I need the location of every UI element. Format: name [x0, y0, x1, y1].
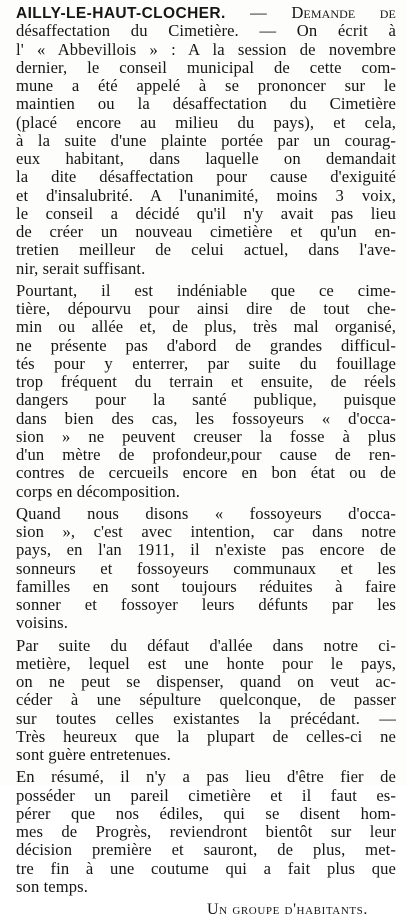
text-line: mune a été appelé à se prononcer sur le	[16, 77, 396, 95]
text-line: mes de Progrès, reviendront bientôt sur leur	[16, 823, 396, 841]
article-paragraph	[16, 637, 396, 765]
text-line: de créer un nouveau cimetière et qu'un en-	[16, 223, 396, 241]
text-line: Pourtant, il est indéniable que ce cime-	[16, 281, 396, 300]
article-paragraph	[16, 282, 396, 501]
text-line: metière, lequel est une honte pour le pays,	[16, 654, 396, 673]
text-line: sur toutes celles existantes la précédant. —	[16, 709, 396, 728]
text-line: tre fin à une coutume qui a fait plus que	[16, 859, 396, 878]
text-line: dangers pour la santé publique, puisque	[16, 391, 396, 410]
text-line: l' « Abbevillois » : A la session de novembre	[16, 40, 396, 59]
text-line: Très heureux que la plupart de celles-ci ne	[16, 727, 396, 746]
article-body	[16, 4, 396, 920]
text-line: décision première et sauront, de plus, met-	[16, 841, 396, 860]
article-title-subject: — Demande de	[225, 4, 396, 22]
text-line: (placé encore au milieu du pays), et cela,	[16, 113, 396, 132]
text-line: ne présente pas d'abord de grandes difficul-	[16, 336, 396, 355]
text-line: désaffectation du Cimetière. — On écrit à	[16, 22, 396, 41]
article-paragraph	[16, 22, 396, 278]
text-line: sion » ne peuvent creuser la fosse à plus	[16, 427, 396, 446]
text-line: son temps.	[16, 877, 88, 896]
article-title: AILLY-LE-HAUT-CLOCHER.	[16, 5, 226, 22]
text-line: à la suite d'une plainte portée par un courag-	[16, 131, 396, 150]
text-line: sonner et fossoyer leurs défunts par les	[16, 596, 396, 614]
text-line: voisins.	[16, 614, 68, 633]
text-line: pays, en l'an 1911, il n'existe pas encore de	[16, 541, 396, 560]
text-line: corps en décomposition.	[16, 482, 181, 501]
text-line: tretien meilleur de celui actuel, dans l'ave-	[16, 241, 396, 260]
article-paragraph	[16, 505, 396, 633]
text-line: pérer que nos édiles, qui se disent hom-	[16, 804, 396, 823]
text-line: sont guère entretenues.	[16, 746, 171, 764]
text-line: posséder un pareil cimetière et il faut es-	[16, 786, 396, 805]
text-line: maintien ou la désaffectation du Cimetière	[16, 95, 396, 114]
text-line: En résumé, il n'y a pas lieu d'être fier de	[16, 768, 396, 787]
article-paragraphs	[16, 22, 396, 896]
text-line: la dite désaffectation pour cause d'exiguité	[16, 168, 396, 187]
text-line: trop fréquent du terrain et ensuite, de réels	[16, 373, 396, 391]
text-line: le conseil a décidé qu'il n'y avait pas lieu	[16, 204, 396, 223]
text-line: eux habitant, dans laquelle on demandait	[16, 150, 396, 168]
article-signature: Un groupe d'habitants.	[207, 901, 368, 918]
text-line: tière, dépourvu pour ainsi dire de tout che-	[16, 300, 396, 318]
text-line: on ne peut se dispenser, quand on veut ac-	[16, 673, 396, 691]
text-line: Quand nous disons « fossoyeurs d'occa-	[16, 504, 396, 523]
text-line: Par suite du défaut d'allée dans notre ci-	[16, 636, 396, 655]
text-line: sion », c'est avec intention, car dans notre	[16, 523, 396, 541]
text-line: dernier, le conseil municipal de cette com-	[16, 58, 396, 77]
article-paragraph	[16, 768, 396, 896]
text-line: et d'insalubrité. A l'unanimité, moins 3 voix,	[16, 186, 396, 205]
text-line: contres de cercueils encore en bon état ou de	[16, 464, 396, 483]
text-line: céder à une sépulture quelconque, de passer	[16, 691, 396, 710]
text-line: sonneurs et fossoyeurs communaux et les	[16, 559, 396, 578]
article-headline-line	[16, 4, 396, 22]
text-line: dans bien des cas, les fossoyeurs « d'occa-	[16, 409, 396, 428]
text-line: tés pour y enterrer, par suite du fouillage	[16, 354, 396, 373]
text-line: d'un mètre de profondeur,pour cause de ren-	[16, 446, 396, 464]
text-line: familles en sont toujours réduites à faire	[16, 577, 396, 596]
text-line: nir, serait suffisant.	[16, 259, 146, 278]
text-line: min ou allée et, de plus, très mal organisé,	[16, 318, 396, 337]
